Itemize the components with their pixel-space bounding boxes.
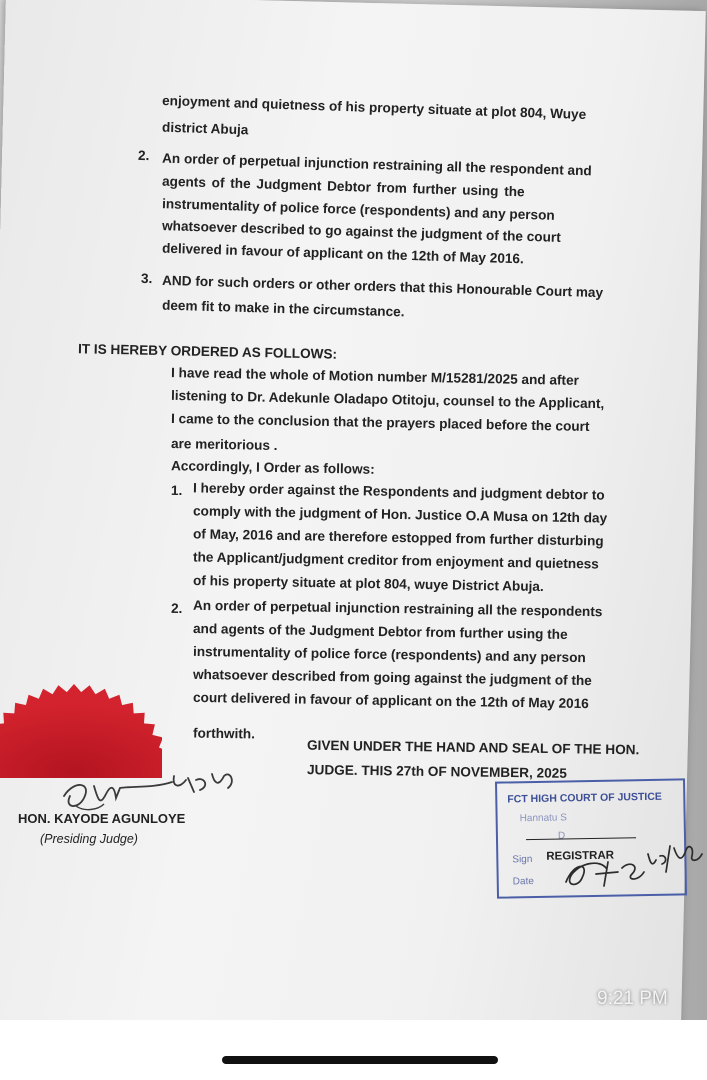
red-seal-icon <box>0 678 162 778</box>
stamp-sign-prefix: Sign <box>512 854 533 866</box>
prayer-3-number: 3. <box>140 270 153 287</box>
prayer-3-line1: AND for such orders or other orders that this Honourable Court may <box>161 272 604 301</box>
judge-title: (Presiding Judge) <box>40 832 138 846</box>
order-2-line6: forthwith. <box>192 725 256 742</box>
order-2-number: 2. <box>170 600 183 617</box>
stamp-registrar: REGISTRAR <box>546 849 615 863</box>
prayer-2-line2: agents of the Judgment Debtor from further using the <box>161 173 525 200</box>
judge-name: HON. KAYODE AGUNLOYE <box>18 811 186 826</box>
order-1-line3: of May, 2016 and are therefore estopped from further disturbing <box>192 526 604 549</box>
judge-signature-icon <box>54 766 264 826</box>
given-under-line1: GIVEN UNDER THE HAND AND SEAL OF THE HON. <box>306 737 640 758</box>
given-under-line2: JUDGE. THIS 27th OF NOVEMBER, 2025 <box>306 762 567 781</box>
prayer-2-line1: An order of perpetual injunction restraining all the respondent and <box>161 150 592 179</box>
prayer-2-line3: instrumentality of police force (respondents) and any person <box>161 196 555 223</box>
order-1-line4: the Applicant/judgment creditor from enjoyment and quietness <box>192 549 599 572</box>
stamp-date-label: Date <box>512 876 534 888</box>
order-2-line2: and agents of the Judgment Debtor from further using the <box>192 621 568 642</box>
order-1-line2: comply with the judgment of Hon. Justice O.A Musa on 12th day <box>192 503 608 526</box>
stamp-court-name: FCT HIGH COURT OF JUSTICE <box>507 790 662 806</box>
navigation-bar <box>0 1020 707 1080</box>
order-2-line3: instrumentality of police force (respondents) and any person <box>192 643 586 666</box>
prayer-2-line5: delivered in favour of applicant on the 12th of May 2016. <box>161 240 524 267</box>
order-1-number: 1. <box>170 482 183 499</box>
prayer-1-continued-line2: district Abuja <box>161 119 249 138</box>
order-1-line1: I hereby order against the Respondents and judgment debtor to <box>192 480 605 503</box>
ruling-intro-line4: are meritorious . <box>170 435 278 454</box>
order-2-line1: An order of perpetual injunction restraining all the respondents <box>192 597 603 620</box>
status-bar-time: 9:21 PM <box>597 988 668 1009</box>
prayer-2-number: 2. <box>137 147 150 164</box>
ruling-intro-line1: I have read the whole of Motion number M/15281/2025 and after <box>170 365 580 388</box>
home-indicator[interactable] <box>222 1056 498 1064</box>
stamp-line3: D <box>557 830 566 842</box>
order-1-line5: of his property situate at plot 804, wuye District Abuja. <box>192 572 544 595</box>
stamp-line2: Hannatu S <box>519 812 567 825</box>
order-2-line4: whatsoever described from going against the judgment of the <box>192 666 592 689</box>
order-2-line5: court delivered in favour of applicant on the 12th of May 2016 <box>192 689 589 712</box>
registrar-signature-icon <box>557 830 706 898</box>
prayer-1-continued-line1: enjoyment and quietness of his property situate at plot 804, Wuye <box>161 92 587 123</box>
ruling-intro-line2: listening to Dr. Adekunle Oladapo Otitoju, counsel to the Applicant, <box>170 387 605 412</box>
prayer-3-line2: deem fit to make in the circumstance. <box>161 297 405 320</box>
accordingly-line: Accordingly, I Order as follows: <box>170 458 375 477</box>
ruling-intro-line3: I came to the conclusion that the prayers placed before the court <box>170 410 590 435</box>
prayer-2-line4: whatsoever described to go against the judgment of the court <box>161 218 561 245</box>
ordered-heading: IT IS HEREBY ORDERED AS FOLLOWS: <box>77 341 338 362</box>
